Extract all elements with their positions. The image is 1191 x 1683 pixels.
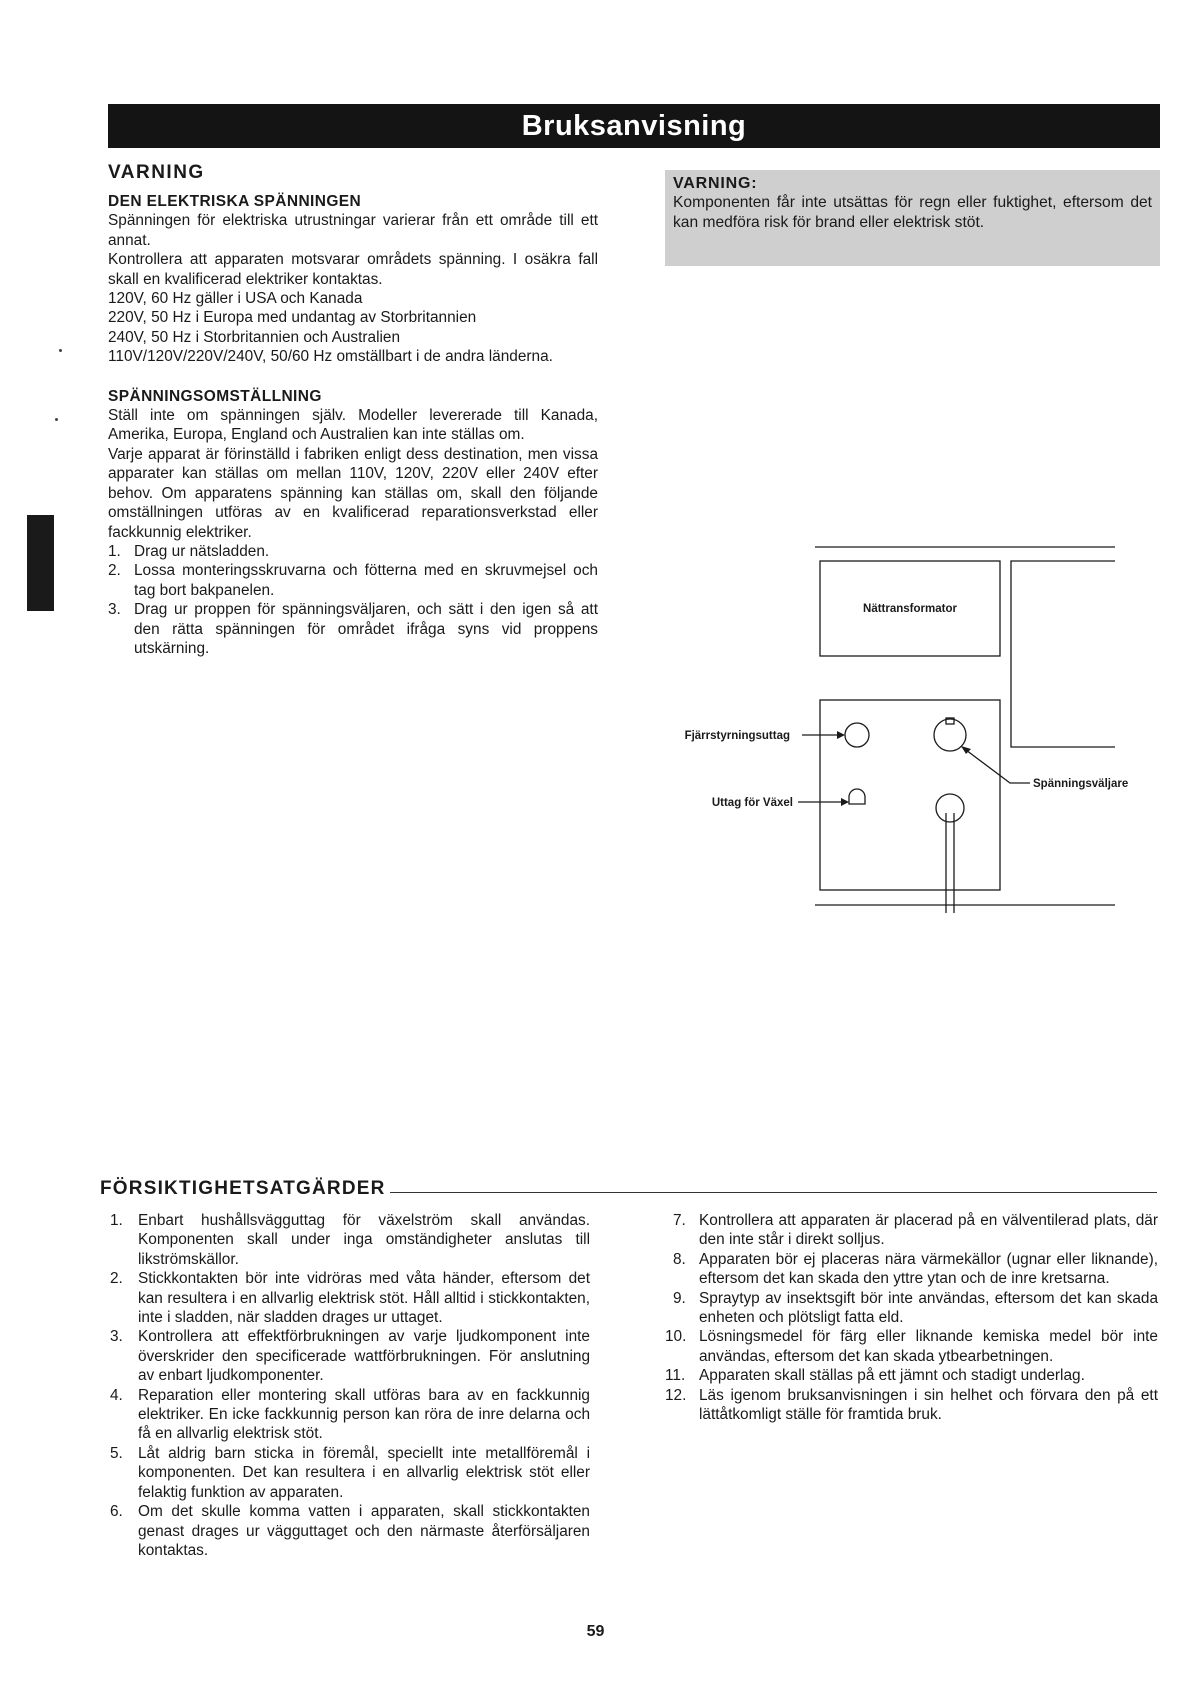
precautions-list-left <box>110 1211 590 1560</box>
list-item <box>110 1327 590 1385</box>
precautions-left-column <box>110 1211 590 1560</box>
precautions-heading: FÖRSIKTIGHETSATGÄRDER <box>100 1178 390 1200</box>
switching-paragraph-1: Ställ inte om spänningen själv. Modeller levererade till Kanada, Amerika, Europa, England och Australien kan inte ställas om. <box>108 407 598 444</box>
voltage-selector-label: Spänningsväljare <box>1033 778 1129 790</box>
step-text: Drag ur nätsladden. <box>134 542 270 560</box>
voltage-heading: DEN ELEKTRISKA SPÄNNINGEN <box>108 193 362 210</box>
list-item <box>665 1366 1158 1385</box>
step-text: Lossa monteringsskruvarna och fötterna med en skruvmejsel och tag bort bakpanelen. <box>134 562 598 599</box>
step-number: 3. <box>108 601 121 619</box>
list-item <box>665 1250 1158 1289</box>
remote-socket-label: Fjärrstyrningsuttag <box>684 730 790 742</box>
item-number: 7. <box>673 1212 686 1229</box>
step-number: 2. <box>108 562 121 580</box>
list-item <box>108 542 598 561</box>
item-text: Om det skulle komma vatten i apparaten, skall stickkontakten genast drages ur vägguttaget och den närmaste återförsäljaren kontaktas. <box>138 1503 590 1559</box>
list-item <box>110 1444 590 1502</box>
arrow-head-icon <box>841 798 849 806</box>
item-text: Läs igenom bruksanvisningen i sin helhet och förvara den på ett lättåtkomligt ställe för framtida bruk. <box>699 1386 1158 1424</box>
item-number: 10. <box>665 1328 687 1346</box>
item-text: Låt aldrig barn sticka in föremål, speciellt inte metallföremål i komponenten. Det kan resultera i en allvarlig elektrisk stöt eller felaktig funktion av apparaten. <box>138 1444 590 1501</box>
list-item <box>110 1386 590 1444</box>
margin-dot <box>59 349 62 352</box>
item-text: Lösningsmedel för färg eller liknande kemiska medel bör inte användas, eftersom det kan skada ytbearbetningen. <box>699 1328 1158 1365</box>
precautions-list-right <box>665 1211 1158 1424</box>
list-item <box>665 1327 1158 1366</box>
item-number: 3. <box>110 1328 123 1346</box>
item-text: Enbart hushållsvägguttag för växelström skall användas. Komponenten skall under inga omständigheter anslutas till likströmskällor. <box>138 1212 590 1268</box>
voltage-line: 110V/120V/220V/240V, 50/60 Hz omställbart i de andra länderna. <box>108 348 553 366</box>
side-tab-marker <box>27 515 54 611</box>
page-title: Bruksanvisning <box>512 110 757 143</box>
item-text: Stickkontakten bör inte vidröras med våta händer, eftersom det kan resultera i en allvarlig elektrisk stöt. Håll alltid i stickkontakten, inte i sladden, när sladden drages ur uttaget. <box>138 1270 590 1327</box>
switching-paragraph-2: Varje apparat är förinställd i fabriken enligt dess destination, men vissa apparater kan ställas om mellan 110V, 120V, 220V eller 240V efter behov. Om apparatens spänning kan ställas om, skall den följande omställningen utföras av en kvalificerad reparationsverkstad eller fackkunnig elektriker. <box>108 445 598 541</box>
voltage-paragraph-1: Spänningen för elektriska utrustningar varierar från ett område till ett annat. <box>108 212 598 249</box>
list-item <box>108 561 598 600</box>
transformer-label: Nättransformator <box>863 603 957 615</box>
switching-heading: SPÄNNINGSOMSTÄLLNING <box>108 387 322 405</box>
list-item <box>110 1211 590 1269</box>
warning-box-title: VARNING: <box>673 175 758 192</box>
item-number: 12. <box>665 1386 687 1404</box>
item-text: Apparaten bör ej placeras nära värmekällor (ugnar eller liknande), eftersom det kan skada den yttre ytan och de inre kretsarna. <box>699 1250 1158 1288</box>
margin-dot <box>55 418 58 421</box>
list-item <box>110 1269 590 1327</box>
voltage-selector-leader <box>962 747 1030 783</box>
voltage-block <box>108 192 598 367</box>
step-text: Drag ur proppen för spänningsväljaren, och sätt i den igen så att den rätta spänningen för området ifråga syns vid proppens utskärning. <box>134 601 598 657</box>
switching-block <box>108 387 598 659</box>
page-number: 59 <box>586 1623 605 1640</box>
item-number: 2. <box>110 1270 123 1288</box>
item-text: Spraytyp av insektsgift bör inte användas, eftersom det kan skada enheten och plötsligt fatta eld. <box>699 1289 1158 1327</box>
item-text: Apparaten skall ställas på ett jämnt och stadigt underlag. <box>699 1367 1085 1385</box>
item-number: 8. <box>673 1250 686 1268</box>
warning-box-text: Komponenten får inte utsättas för regn eller fuktighet, eftersom det kan medföra risk för brand eller elektrisk stöt. <box>673 194 1152 231</box>
voltage-line: 220V, 50 Hz i Europa med undantag av Storbritannien <box>108 309 477 327</box>
warning-box <box>665 170 1160 266</box>
switching-steps <box>108 542 598 658</box>
item-number: 4. <box>110 1386 123 1404</box>
item-number: 1. <box>110 1212 123 1229</box>
power-cord-grommet <box>936 794 964 822</box>
item-text: Reparation eller montering skall utföras bara av en fackkunnig elektriker. En icke fackkunnig person kan röra de inre delarna och få en allvarlig elektrisk stöt. <box>138 1386 590 1443</box>
list-item <box>665 1386 1158 1425</box>
step-number: 1. <box>108 542 121 560</box>
title-bar <box>108 104 1160 148</box>
voltage-paragraph-2: Kontrollera att apparaten motsvarar områdets spänning. I osäkra fall skall en kvalificerad elektriker kontaktas. <box>108 251 598 288</box>
list-item <box>665 1211 1158 1250</box>
precautions-right-column <box>665 1211 1158 1424</box>
voltage-line: 120V, 60 Hz gäller i USA och Kanada <box>108 290 363 308</box>
rear-panel-diagram <box>640 535 1160 915</box>
ac-outlet-icon <box>849 789 865 804</box>
list-item <box>665 1289 1158 1328</box>
item-number: 11. <box>665 1367 686 1385</box>
arrow-head-icon <box>837 731 845 739</box>
adjacent-panel-outline <box>1011 561 1115 747</box>
item-text: Kontrollera att effektförbrukningen av varje ljudkomponent inte överskrider den specificerade wattförbrukningen. För anslutning av enbart ljudkomponenter. <box>138 1328 590 1385</box>
voltage-line: 240V, 50 Hz i Storbritannien och Australien <box>108 328 401 346</box>
item-text: Kontrollera att apparaten är placerad på en välventilerad plats, där den inte står i direkt solljus. <box>699 1212 1158 1249</box>
item-number: 5. <box>110 1444 123 1462</box>
remote-socket-icon <box>845 723 869 747</box>
warning-section <box>108 162 598 658</box>
list-item <box>108 600 598 658</box>
ac-outlet-label: Uttag för Växel <box>711 797 793 809</box>
item-number: 9. <box>673 1289 686 1307</box>
warning-heading: VARNING <box>108 162 205 183</box>
list-item <box>110 1502 590 1560</box>
item-number: 6. <box>110 1503 123 1521</box>
